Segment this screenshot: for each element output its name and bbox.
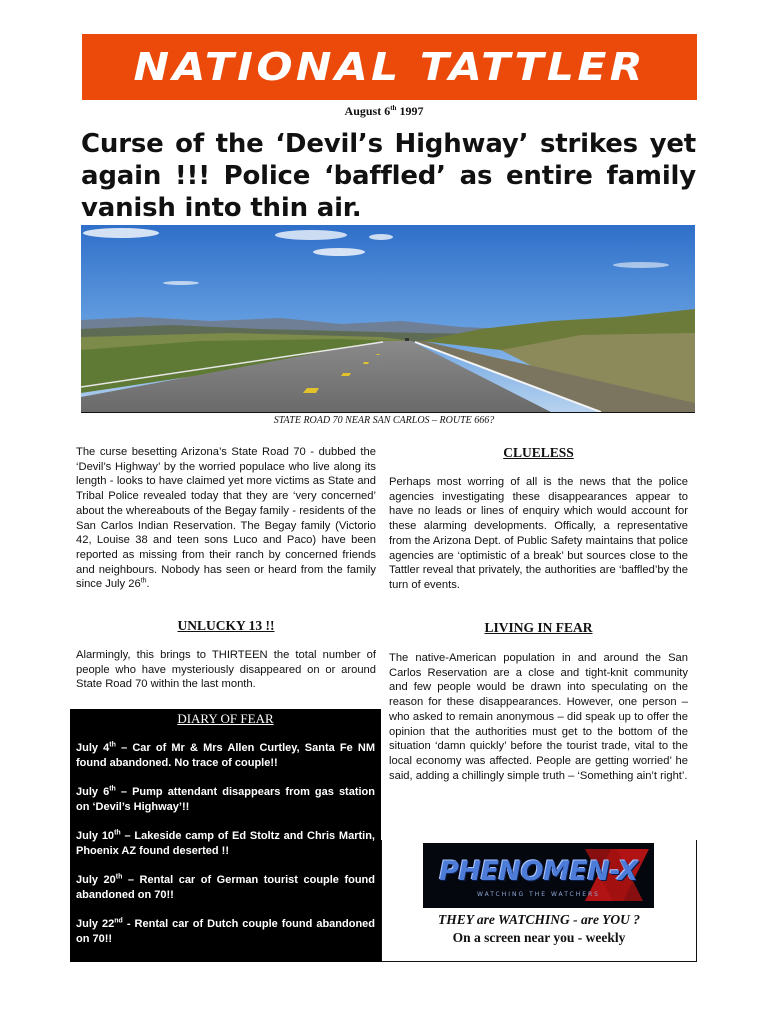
issue-date-suffix: th <box>390 104 397 112</box>
highway-photo <box>81 225 695 413</box>
headline: Curse of the ‘Devil’s Highway’ strikes yet again !!! Police ‘baffled’ as entire family vanish into thin air. <box>81 129 696 223</box>
photo-caption: STATE ROAD 70 NEAR SAN CARLOS – ROUTE 666? <box>273 415 495 426</box>
living-in-fear-heading: LIVING IN FEAR <box>484 620 593 635</box>
issue-date-year: 1997 <box>396 104 424 118</box>
diary-entry-day: July 20 <box>76 874 116 886</box>
article-intro <box>76 445 376 592</box>
diary-entry-suffix: th <box>109 741 116 749</box>
diary-entry-day: July 22 <box>76 918 115 930</box>
masthead-banner <box>82 34 697 100</box>
unlucky-text: Alarmingly, this brings to THIRTEEN the total number of people who have mysteriously disappeared on or around State Road 70 within the last month. <box>76 649 376 691</box>
issue-date <box>0 104 768 119</box>
phenomenx-advert <box>381 840 697 962</box>
article-intro-text: The curse besetting Arizona’s State Road 70 - dubbed the ‘Devil’s Highway’ by the worried populace who live along its length - looks to have claimed yet more victims as State and Tribal Police revealed today that they are ‘very concerned’ about the whereabouts of the Begay family - residents of the San Carlos Indian Reservation. The Begay family (Victorio 42, Louise 38 and teen sons Luco and Paco) have been reported as missing from their ranch by concerned friends and neighbours. Nobody has seen or heard from the family since July 26 <box>76 446 376 591</box>
diary-entry-text: - Rental car of Dutch couple found abandoned on 70!! <box>76 918 376 945</box>
clueless-text: Perhaps most worring of all is the news that the police agencies investigating these disappearances appear to have no leads or lines of enquiry which would account for these alarming developments. Offically, a representative from the Arizona Dept. of Public Safety maintains that police agencies are ‘optimistic of a break’ but sources close to the Tattler reveal that privately, the authorities are ‘baffled’by the turn of events. <box>389 476 688 591</box>
unlucky-heading: UNLUCKY 13 !! <box>177 618 275 633</box>
diary-of-fear-box <box>70 709 381 962</box>
diary-entry-suffix: th <box>109 785 116 793</box>
diary-entry-text: – Pump attendant disappears from gas station on ‘Devil’s Highway’!! <box>76 786 375 813</box>
article-intro-suffix: th <box>140 577 147 585</box>
article-intro-end: . <box>146 578 150 591</box>
phenomenx-logo-text: PHENOMEN-X <box>439 856 638 887</box>
diary-entry <box>76 917 375 947</box>
diary-entry-suffix: th <box>115 873 123 881</box>
masthead-title: NATIONAL TATTLER <box>133 45 646 89</box>
phenomenx-logo-subtitle: WATCHING THE WATCHERS <box>477 891 600 898</box>
diary-entry-day: July 10 <box>76 830 115 842</box>
living-in-fear-text: The native-American population in and around the San Carlos Reservation are a close and tight-knit community and few people would be drawn into speculating on the reason for these disappearances. However, one person – who asked to remain anonymous – did speak up to offer the opinion that the authorities must get to the bottom of the situation ‘damn quickly’ before the tourist trade, vital to the local economy was affected. People are getting worried’ he said, adding a chillingly simple truth – ‘Something ain’t right’. <box>389 652 688 782</box>
diary-entry-text: – Lakeside camp of Ed Stoltz and Chris Martin, Phoenix AZ found deserted !! <box>76 830 375 857</box>
ad-tagline: THEY are WATCHING - are YOU ? <box>437 912 640 927</box>
diary-entry <box>76 873 375 903</box>
diary-entry <box>76 741 375 771</box>
diary-entry <box>76 829 375 859</box>
diary-entry-suffix: nd <box>114 917 123 925</box>
clueless-heading: CLUELESS <box>503 445 574 460</box>
diary-entry-text: – Rental car of German tourist couple found abandoned on 70!! <box>76 874 375 901</box>
diary-title: DIARY OF FEAR <box>177 711 274 726</box>
diary-entry-suffix: th <box>114 829 121 837</box>
diary-entry-day: July 4 <box>76 742 110 754</box>
phenomenx-logo <box>423 843 654 908</box>
ad-schedule: On a screen near you - weekly <box>452 930 626 945</box>
diary-entry-day: July 6 <box>76 786 110 798</box>
issue-date-day: August 6 <box>344 104 391 118</box>
diary-entry <box>76 785 375 815</box>
diary-entry-text: – Car of Mr & Mrs Allen Curtley, Santa Fe NM found abandoned. No trace of couple!! <box>76 742 375 769</box>
